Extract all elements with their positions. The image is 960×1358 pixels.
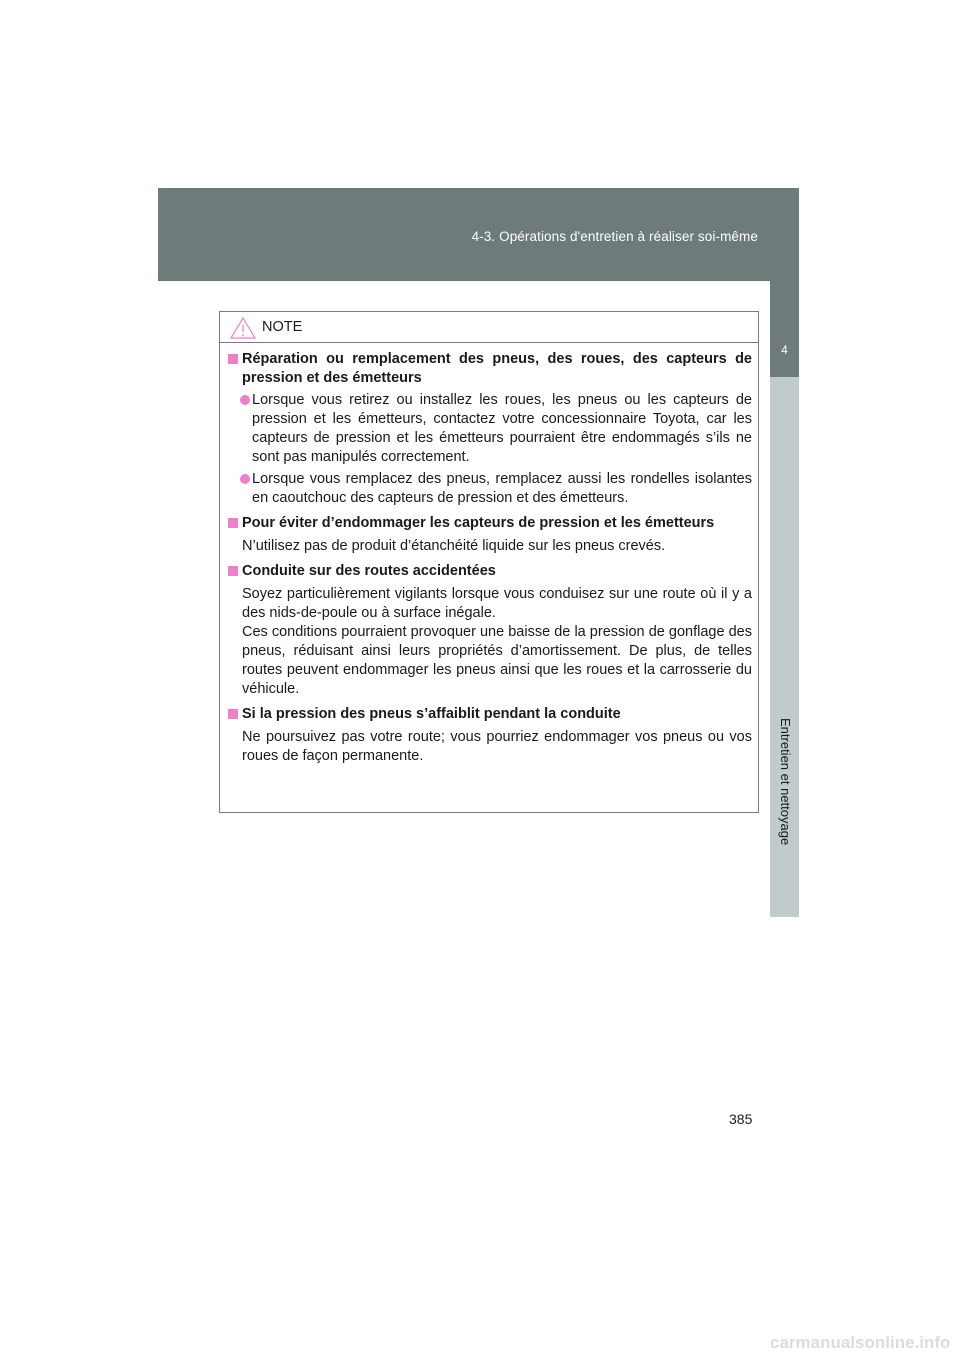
section-title: 4-3. Opérations d'entretien à réaliser soi-même (471, 229, 758, 244)
note-body (220, 343, 758, 766)
section-heading-text: Pour éviter d’endommager les capteurs de pression et les émetteurs (242, 515, 715, 531)
chapter-tab-number (770, 281, 799, 377)
square-bullet-icon (228, 709, 238, 719)
chapter-number: 4 (781, 343, 788, 357)
round-bullet-icon (240, 395, 250, 405)
section-heading (226, 514, 752, 533)
list-item (226, 470, 752, 508)
section-heading-text: Si la pression des pneus s’affaiblit pendant la conduite (242, 706, 621, 722)
square-bullet-icon (228, 518, 238, 528)
list-item-text: Lorsque vous remplacez des pneus, remplacez aussi les rondelles isolantes en caoutchouc des capteurs de pression et des émetteurs. (252, 471, 752, 506)
section-heading (226, 562, 752, 581)
list-item (226, 391, 752, 467)
square-bullet-icon (228, 354, 238, 364)
list-item-text: Lorsque vous retirez ou installez les roues, les pneus ou les capteurs de pression et les émetteurs, contactez votre concessionnaire Toyota, car les capteurs de pression et les émetteurs pourraient être endommagés s’ils ne sont pas manipulés correctement. (252, 392, 752, 465)
watermark: carmanualsonline.info (770, 1333, 951, 1352)
paragraph: Soyez particulièrement vigilants lorsque vous conduisez sur une route où il y a des nids-de-poule ou à surface inégale. (242, 586, 752, 621)
paragraph: Ces conditions pourraient provoquer une baisse de la pression de gonflage des pneus, réduisant ainsi leurs propriétés d’amortissement. De plus, de telles routes peuvent endommager les pneus ainsi que les roues et la carrosserie du véhicule. (242, 624, 752, 697)
section-heading (226, 705, 752, 724)
square-bullet-icon (228, 566, 238, 576)
section-heading-text: Conduite sur des routes accidentées (242, 563, 496, 579)
paragraph: N’utilisez pas de produit d’étanchéité liquide sur les pneus crevés. (242, 538, 666, 554)
chapter-label: Entretien et nettoyage (778, 718, 793, 846)
warning-triangle-icon (230, 317, 256, 339)
header-band (158, 188, 799, 281)
paragraph: Ne poursuivez pas votre route; vous pourriez endommager vos pneus ou vos roues de façon permanente. (242, 729, 752, 764)
section-heading-text: Réparation ou remplacement des pneus, des roues, des capteurs de pression et des émetteurs (242, 351, 752, 386)
page-number: 385 (729, 1111, 753, 1127)
note-header (220, 312, 758, 343)
section-heading (226, 350, 752, 388)
round-bullet-icon (240, 474, 250, 484)
note-title: NOTE (262, 319, 303, 335)
note-box (219, 311, 759, 813)
